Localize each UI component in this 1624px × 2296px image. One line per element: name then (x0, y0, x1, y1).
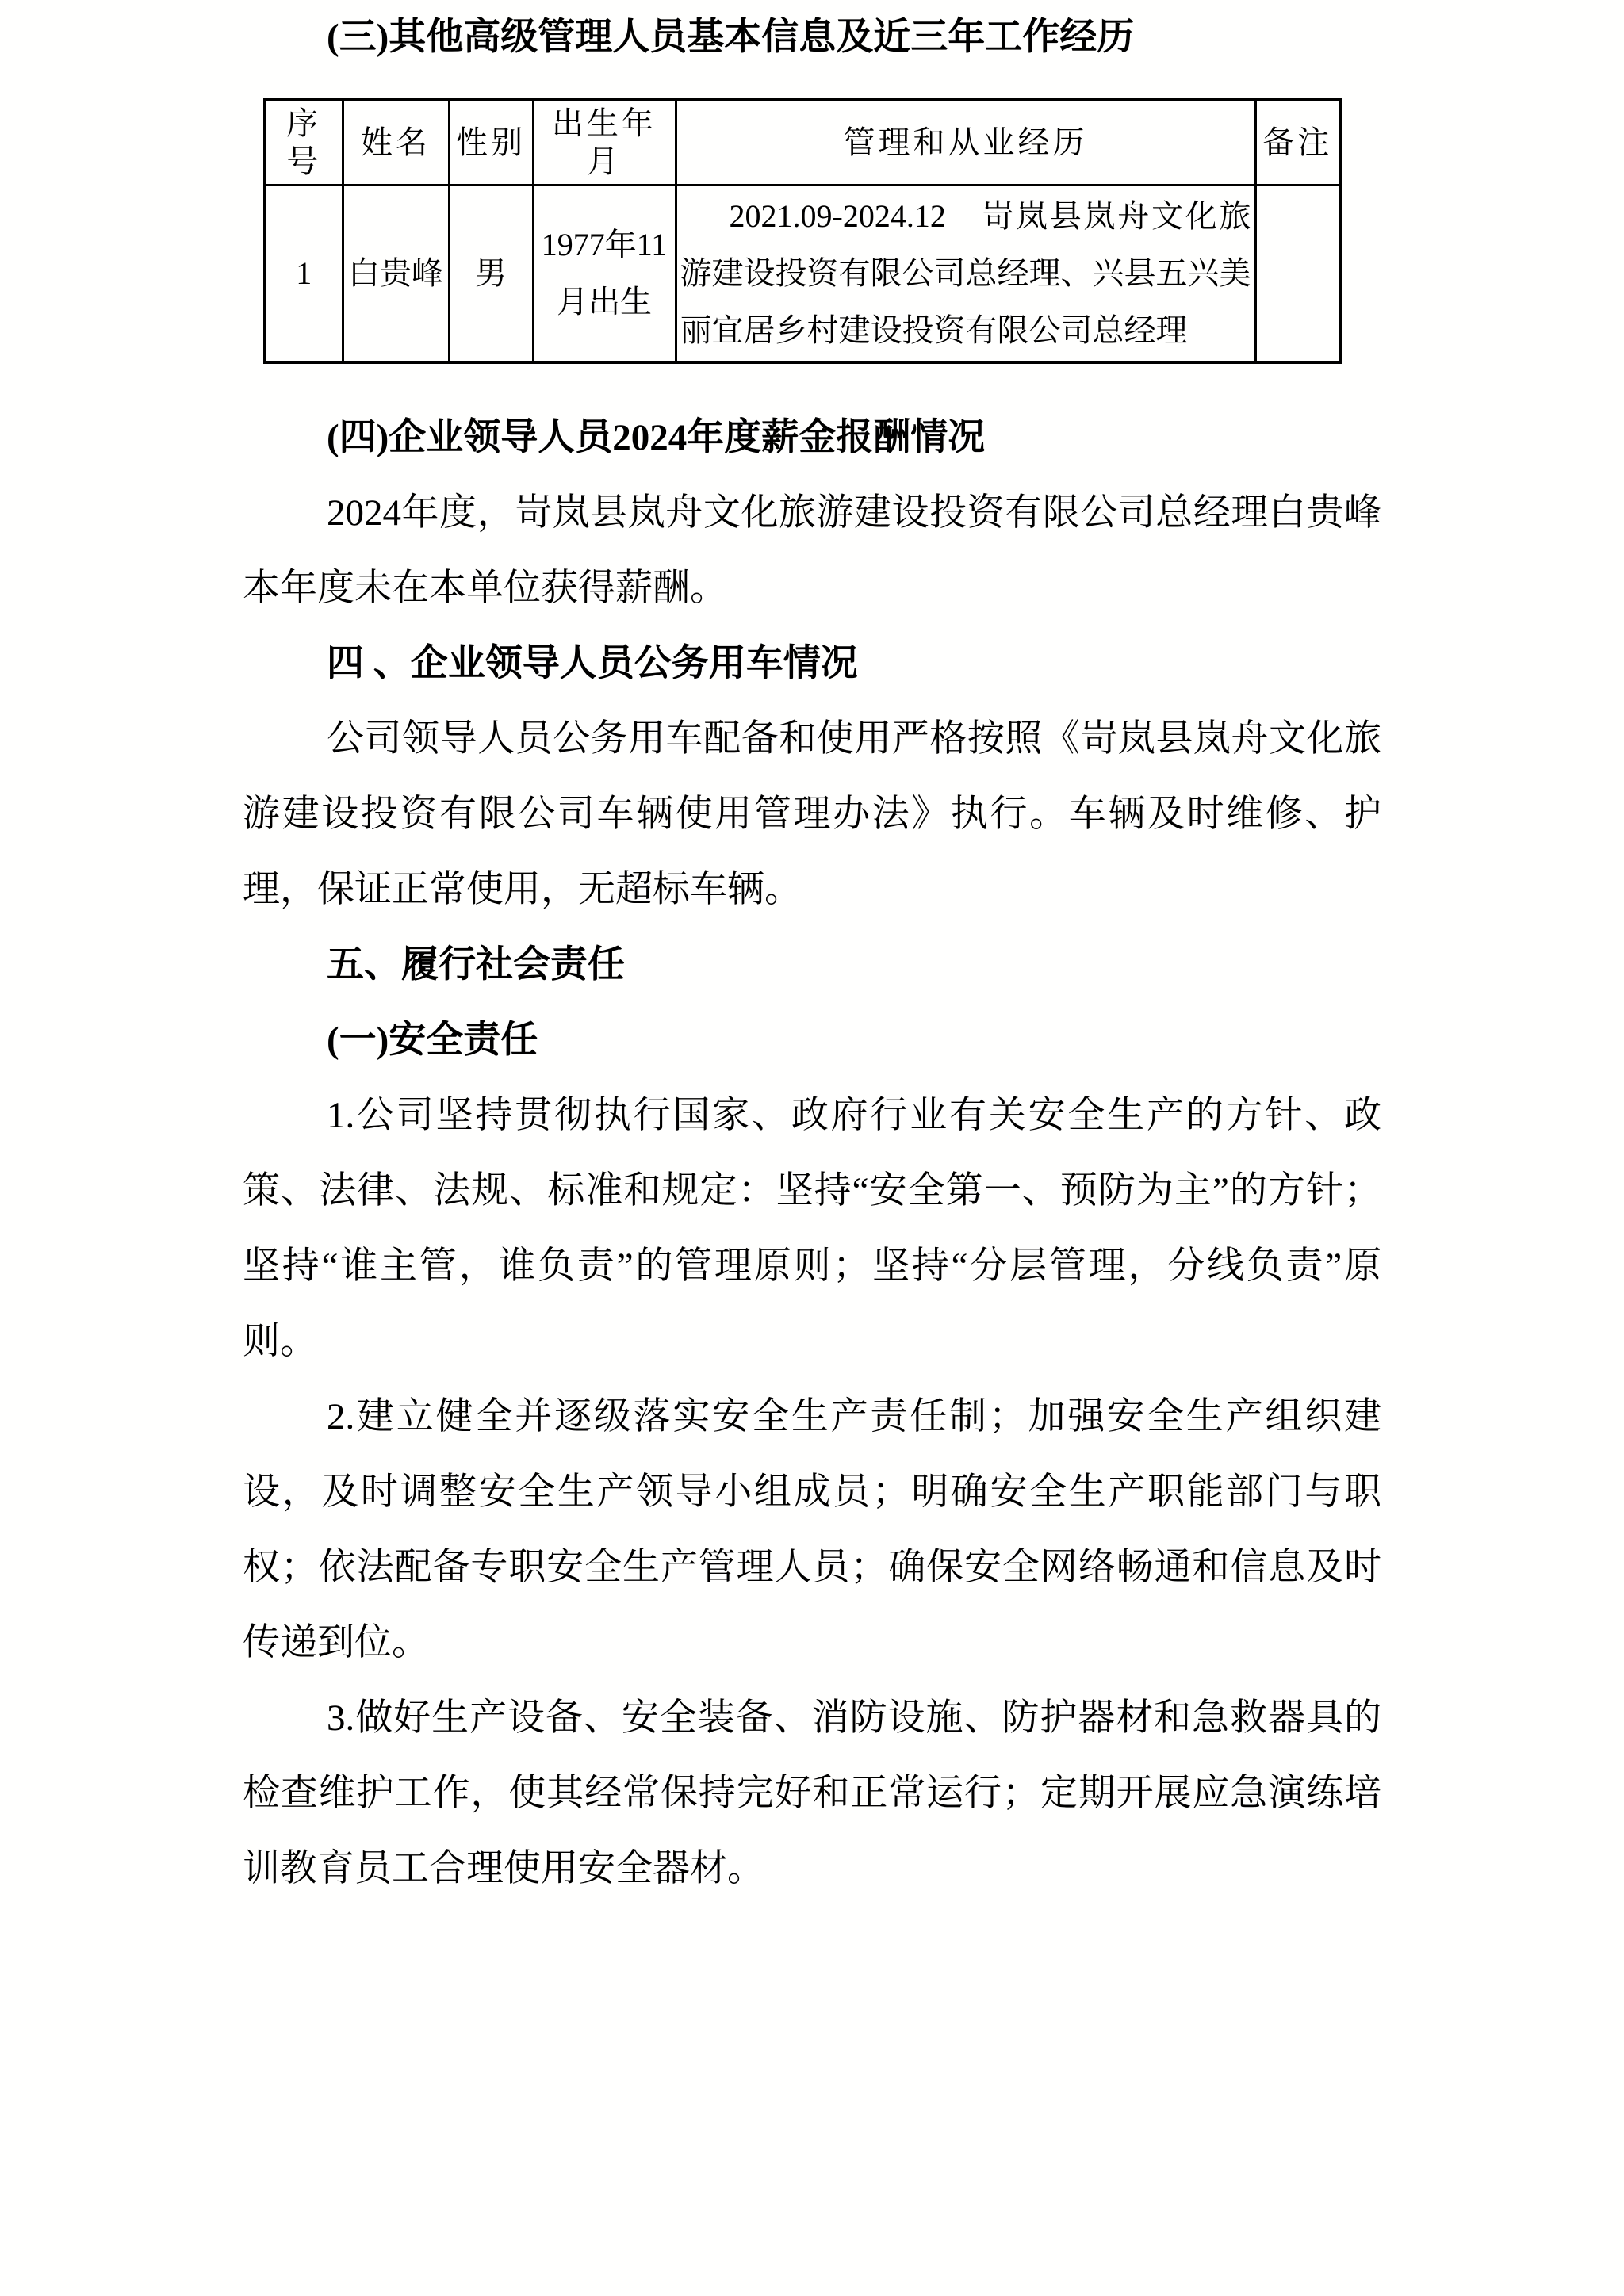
col-header-gender: 性别 (449, 100, 533, 186)
col-header-name: 姓名 (343, 100, 449, 186)
cell-experience (676, 186, 1255, 363)
experience-text: 2021.09-2024.12 岢岚县岚舟文化旅游建设投资有限公司总经理、兴县五兴美丽宜居乡村建设投资有限公司总经理 (680, 198, 1251, 348)
col-header-seq: 序号 (265, 100, 343, 186)
cell-seq: 1 (265, 186, 343, 363)
managers-table (263, 98, 1342, 364)
col-header-note: 备注 (1255, 100, 1340, 186)
section-heading-salary: (四)企业领导人员2024年度薪金报酬情况 (327, 417, 986, 458)
section-heading-social-responsibility: 五、履行社会责任 (327, 944, 625, 985)
table-header-row (265, 100, 1340, 186)
safety-item-1: 1.公司坚持贯彻执行国家、政府行业有关安全生产的方针、政策、法律、法规、标准和规定：坚持“安全第一、预防为主”的方针；坚持“谁主管，谁负责”的管理原则；坚持“分层管理，分线负责”原则。 (243, 1095, 1381, 1362)
vehicle-paragraph: 公司领导人员公务用车配备和使用严格按照《岢岚县岚舟文化旅游建设投资有限公司车辆使用管理办法》执行。车辆及时维修、护理，保证正常使用，无超标车辆。 (243, 718, 1381, 910)
section-heading-other-managers: (三)其他高级管理人员基本信息及近三年工作经历 (327, 17, 1135, 58)
safety-item-2: 2.建立健全并逐级落实安全生产责任制；加强安全生产组织建设，及时调整安全生产领导小组成员；明确安全生产职能部门与职权；依法配备专职安全生产管理人员；确保安全网络畅通和信息及时传递到位。 (243, 1396, 1381, 1663)
cell-gender: 男 (449, 186, 533, 363)
cell-note (1255, 186, 1340, 363)
col-header-birth: 出生年月 (533, 100, 676, 186)
cell-birth: 1977年11月出生 (533, 186, 676, 363)
col-header-experience: 管理和从业经历 (676, 100, 1255, 186)
cell-name: 白贵峰 (343, 186, 449, 363)
table-row (265, 186, 1340, 363)
section-heading-safety: (一)安全责任 (327, 1020, 538, 1061)
section-heading-vehicle: 四 、企业领导人员公务用车情况 (327, 643, 858, 684)
safety-item-3: 3.做好生产设备、安全装备、消防设施、防护器材和急救器具的检查维护工作，使其经常保持完好和正常运行；定期开展应急演练培训教育员工合理使用安全器材。 (243, 1697, 1381, 1889)
document-content (243, 0, 1381, 1907)
salary-paragraph: 2024年度，岢岚县岚舟文化旅游建设投资有限公司总经理白贵峰本年度未在本单位获得薪酬。 (243, 492, 1381, 609)
